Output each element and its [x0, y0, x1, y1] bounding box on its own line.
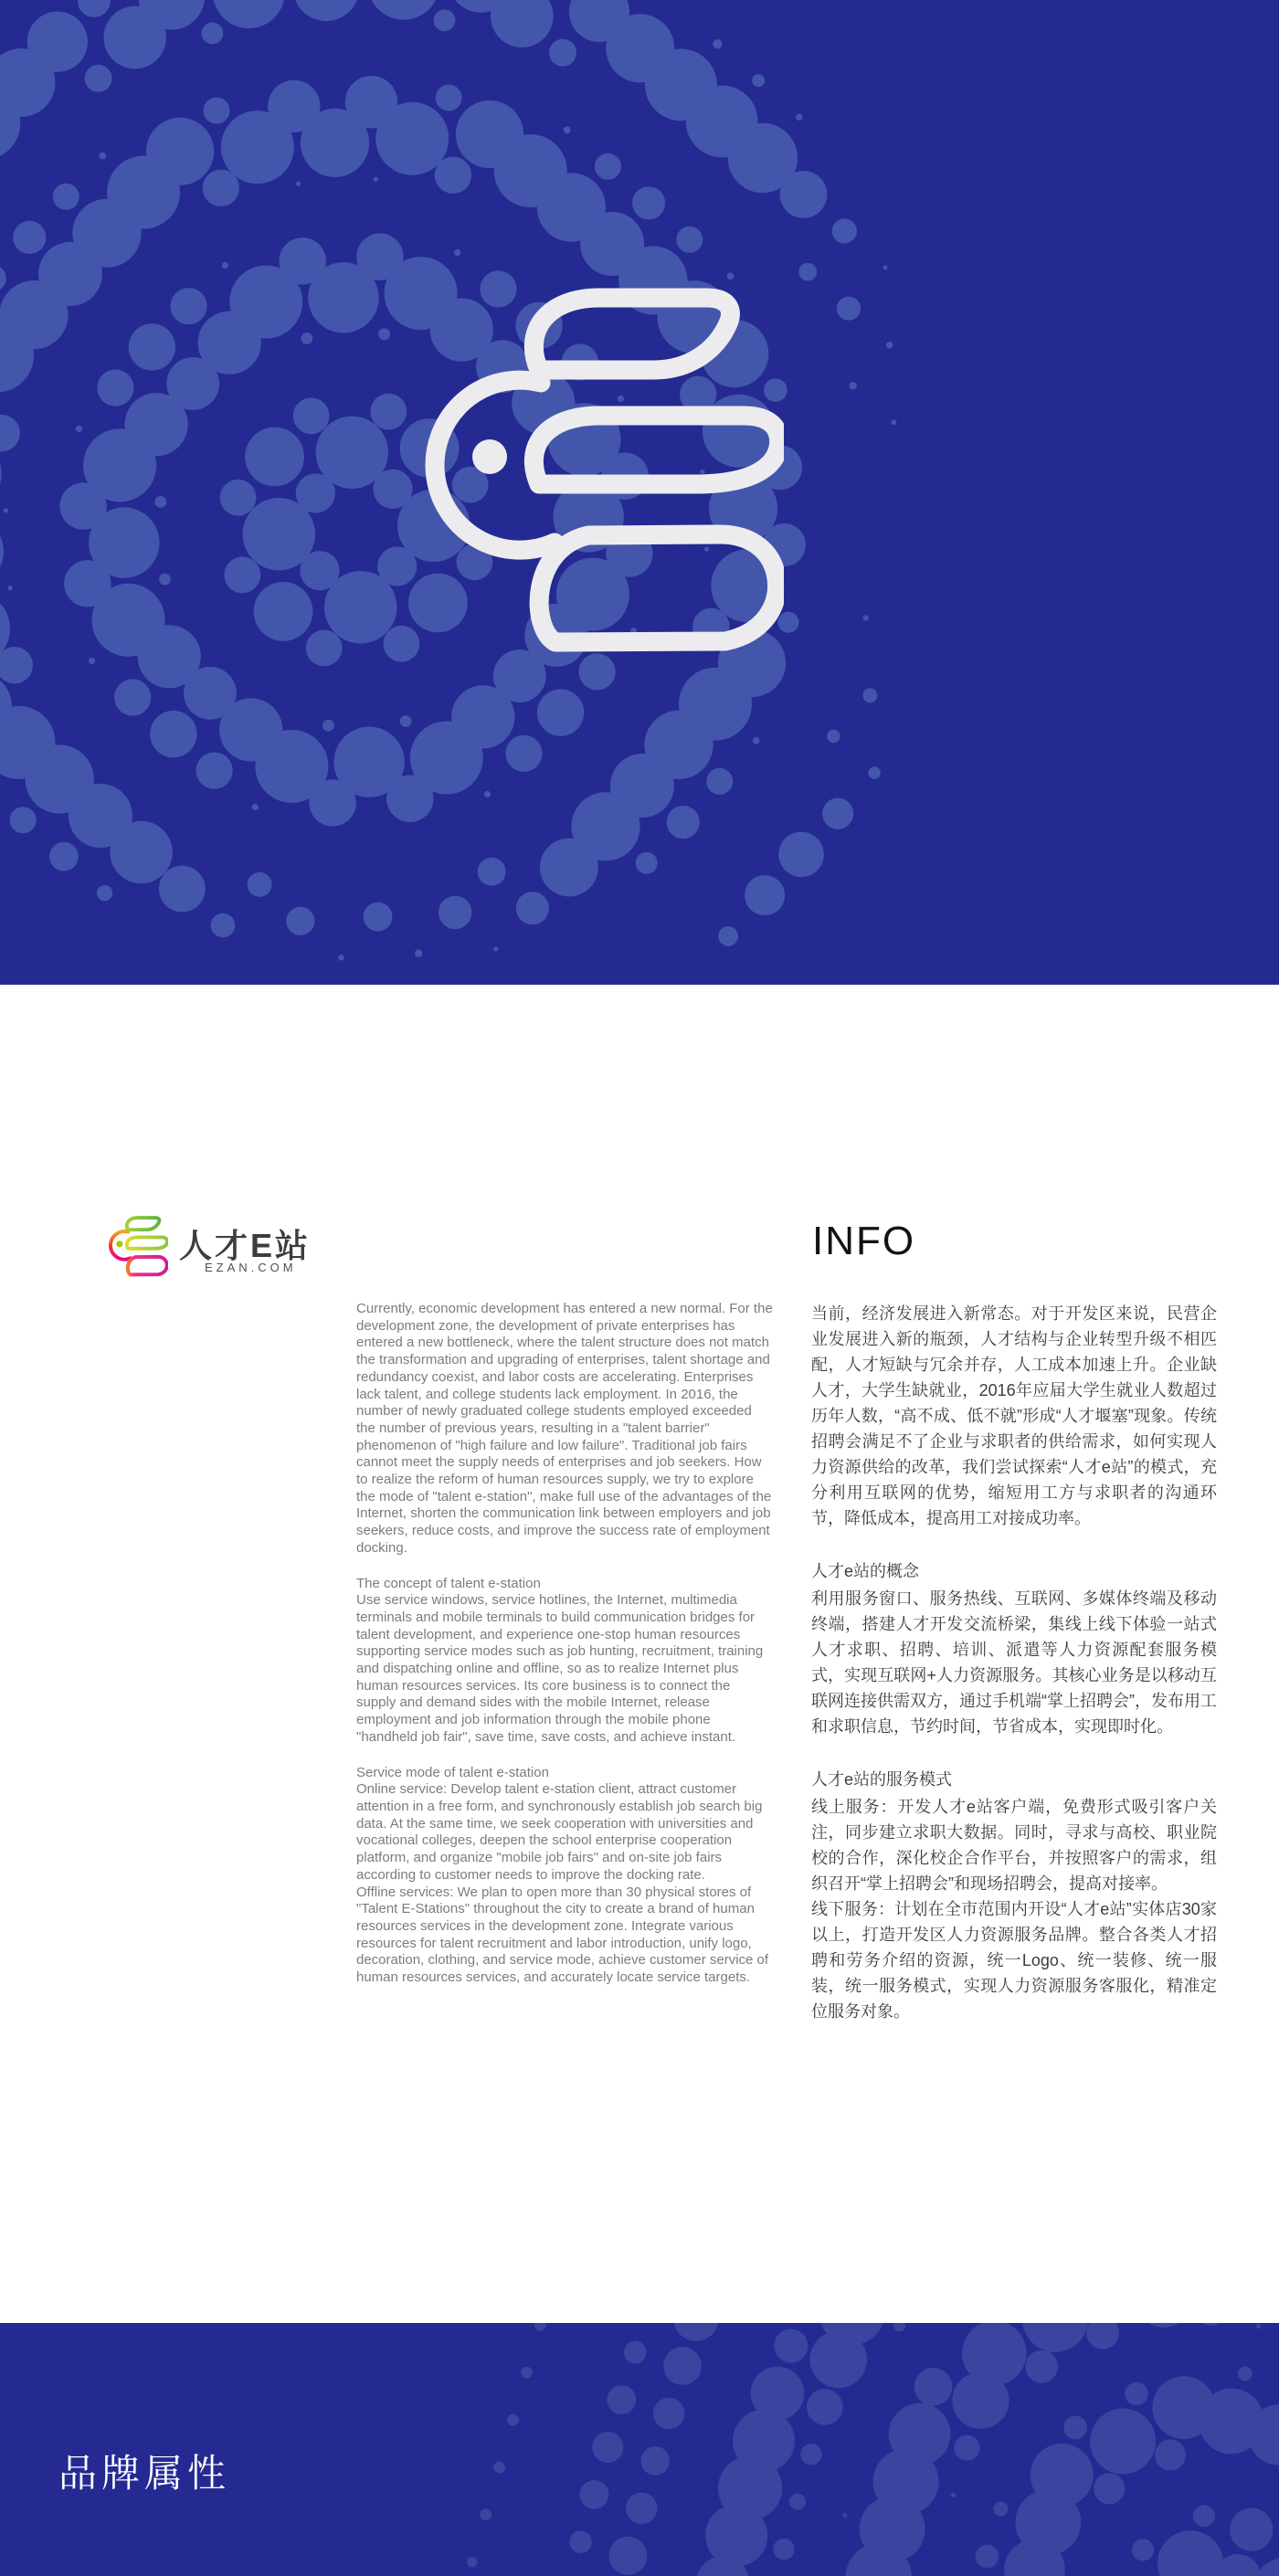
info-heading: INFO: [812, 1219, 916, 1263]
bottom-banner: [0, 2323, 1279, 2576]
cn-paragraph-concept: 利用服务窗口、服务热线、互联网、多媒体终端及移动终端，搭建人才开发交流桥梁，集线上线下体验一站式人才求职、招聘、培训、派遣等人力资源配套服务模式，实现互联网+人力资源服务。其核心业务是以移动互联网连接供需双方，通过手机端“掌上招聘会”，发布用工和求职信息，节约时间，节省成本，实现即时化。: [811, 1589, 1217, 1736]
cn-paragraph-intro: 当前，经济发展进入新常态。对于开发区来说，民营企业发展进入新的瓶颈，人才结构与企业转型升级不相匹配，人才短缺与冗余并存，人工成本加速上升。企业缺人才，大学生缺就业，2016年应届大学生就业人数超过历年人数，“高不成、低不就”形成“人才堰塞”现象。传统招聘会满足不了企业与求职者的供给需求，如何实现人力资源供给的改革，我们尝试探索“人才e站”的模式，充分利用互联网的优势，缩短用工方与求职者的沟通环节，降低成本，提高用工对接成功率。: [811, 1304, 1217, 1527]
english-description-column: [356, 1301, 773, 1987]
rabbit-ear-middle: [534, 416, 778, 484]
cn-paragraph-offline: 线下服务：计划在全市范围内开设“人才e站”实体店30家以上，打造开发区人力资源服务品牌。整合各类人才招聘和劳务介绍的资源，统一Logo、统一装修、统一服装，统一服务模式，实现人力资源服务客服化，精准定位服务对象。: [811, 1900, 1217, 2021]
rabbit-ear-top: [534, 298, 730, 370]
logo-wordmark: 人才E站: [179, 1227, 312, 1264]
cn-paragraph-online: 线上服务：开发人才e站客户端，免费形式吸引客户关注，同步建立求职大数据。同时，寻求与高校、职业院校的合作，深化校企合作平台，并按照客户的需求，组织召开“掌上招聘会”和现场招聘会，提高对接率。: [811, 1798, 1217, 1893]
en-paragraph-intro: Currently, economic development has entered a new normal. For the development zone, the development of private enterprises has entered a new bottleneck, where the talent structure does not match the transformation and upgrading of enterprises, talent shortage and redundancy coexist, and labor costs are accelerating. Enterprises lack talent, and college students lack employment. In 2016, the number of newly graduated college students employed exceeded the number of previous years, resulting in a "talent barrier" phenomenon of "high failure and low failure". Traditional job fairs cannot meet the supply needs of enterprises and job seekers. How to realize the reform of human resources supply, we try to explore the mode of "talent e-station", make full use of the advantages of the Internet, shorten the communication link between employers and job seekers, reduce costs, and improve the success rate of employment docking.: [356, 1301, 773, 1556]
cn-heading-service-mode: 人才e站的服务模式: [811, 1770, 953, 1789]
en-heading-service-mode: Service mode of talent e-station: [356, 1764, 549, 1780]
en-paragraph-offline: Offline services: We plan to open more than 30 physical stores of "Talent E-Stations" throughout the city to create a brand of human resources services in the development zone. Integrate various resources for talent recruitment and labor introduction, unify logo, decoration, clothing, and service mode, achieve customer service of human resources services, and accurately locate service targets.: [356, 1884, 769, 1986]
rabbit-ear-bottom: [539, 534, 777, 642]
en-paragraph-online: Online service: Develop talent e-station client, attract customer attention in a free form, and synchronously establish job search big data. At the same time, we seek cooperation with universities and vocational colleges, deepen the school enterprise cooperation platform, and organize "mobile job fairs" and on-site job fairs according to customer needs to improve the docking rate.: [356, 1781, 763, 1883]
top-banner: [0, 0, 1279, 985]
en-paragraph-concept: Use service windows, service hotlines, the Internet, multimedia terminals and mobile terminals to build communication bridges for talent development, and experience one-stop human resources supporting service modes such as job hunting, recruitment, training and dispatching online and offline, so as to realize Internet plus human resources services. Its core business is to connect the supply and demand sides with the mobile Internet, release employment and job information through the mobile phone "handheld job fair", save time, save costs, and achieve instant.: [356, 1592, 764, 1745]
rabbit-e-mark-color-icon: [108, 1215, 168, 1277]
rabbit-eye: [472, 439, 507, 474]
cn-heading-concept: 人才e站的概念: [811, 1562, 920, 1580]
en-heading-concept: The concept of talent e-station: [356, 1575, 541, 1591]
rabbit-e-mark-icon: [418, 281, 784, 656]
chinese-description-column: [811, 1301, 1217, 2024]
section-title: 品牌属性: [58, 2452, 231, 2495]
logo-domain: EZAN.COM: [205, 1261, 297, 1274]
